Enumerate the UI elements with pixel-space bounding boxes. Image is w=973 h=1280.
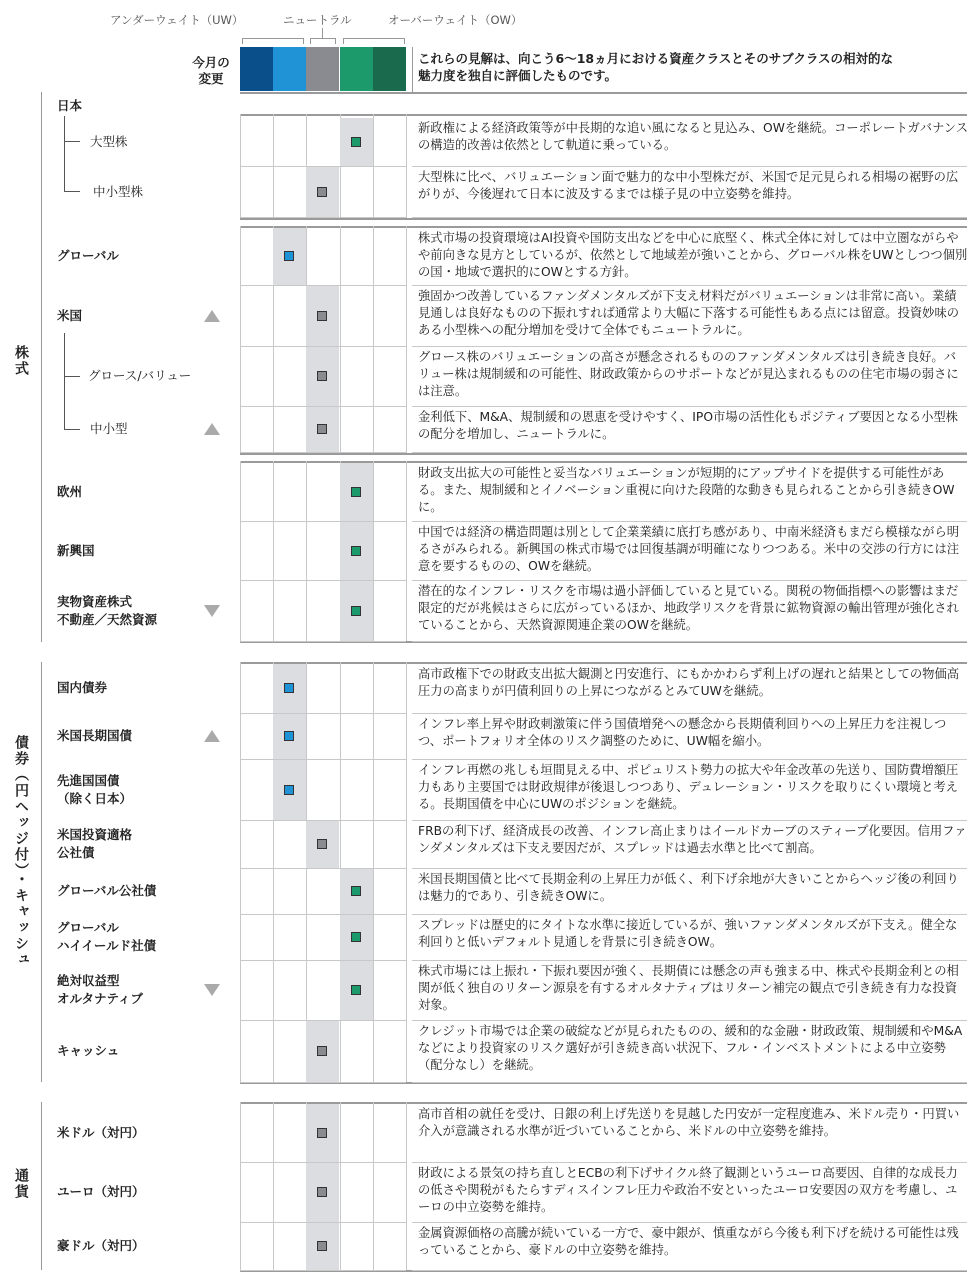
block-top-line [240,226,967,228]
grid-col-line [373,662,374,1082]
row-separator [412,914,967,915]
row-separator [240,960,406,961]
legend-uw-bracket [242,38,304,39]
change-label-2: 変更 [198,71,224,86]
row-7-label [57,462,82,521]
change-up-icon [204,310,220,322]
row-13-description: FRBの利下げ、経済成長の改善、インフレ高止まりはイールドカーブのスティープ化要因。信用ファンダメンタルズは下支え要因だが、スプレッドは過去水準と比べて割高。 [418,824,967,855]
view-marker-ow [351,606,361,616]
row-11-label [57,713,132,759]
row-separator [240,521,406,522]
row-separator [240,1082,406,1083]
row-separator [412,580,967,581]
row-label-line1: 絶対収益型 [57,973,120,988]
row-separator [240,452,406,453]
grid-col-line [373,461,374,641]
grid-col-line [406,461,407,641]
grid-col-line [406,1102,407,1270]
row-label-line1: 中小型 [90,421,128,436]
row-14-label [57,868,156,914]
grid-col-line [406,662,407,1082]
grid-col-line [406,226,407,453]
view-marker-n [317,1046,327,1056]
row-label-line1: グローバル [57,248,119,263]
row-label-line2: （除く日本） [57,790,133,806]
row-4-label [57,285,82,346]
view-marker-n [317,424,327,434]
row-5-label [88,346,191,406]
block-top-line [240,1102,967,1104]
row-20-label [57,1222,145,1270]
legend-neutral-bracket [310,38,336,39]
row-15-description: スプレッドは歴史的にタイトな水準に接近しているが、強いファンダメンタルズが下支え。健全な利回りと低いデフォルト見通しを背景に引き続きOW。 [418,918,958,949]
legend-ow-label: オーバーウェイト（OW） [388,13,523,27]
change-up-icon [204,730,220,742]
row-separator [240,759,406,760]
row-separator [412,1270,967,1271]
row-16-description: 株式市場には上振れ・下振れ要因が強く、長期債には懸念の声も強まる中、株式や長期金利との相関が低く独自のリターン源泉を有するオルタナティブはリターン補完の観点で引き続き有力な投資対象。 [418,964,959,1012]
row-8-label [57,521,95,580]
row-label-line1: グローバル公社債 [57,883,157,898]
view-marker-uw [284,683,294,693]
section-equity: 株式 [13,345,29,377]
row-6-description: 金利低下、M&A、規制緩和の恩恵を受けやすく、IPO市場の活性化もポジティブ要因となる小型株の配分を増加し、ニュートラルに。 [418,410,958,441]
row-label-line2: オルタナティブ [57,991,144,1006]
row-label-line1: グロース/バリュー [88,368,192,383]
row-separator [412,820,967,821]
section-currency: 通貨 [13,1168,29,1200]
grid-col-line [306,662,307,1082]
row-5-description: グロース株のバリュエーションの高さが懸念されるもののファンダメンタルズは引き続き良好。バリュー株は規制緩和の可能性、財政政策からのサポートなどが見込まれるものの住宅市場の弱さには注意。 [418,350,959,398]
view-marker-n [317,1241,327,1251]
row-separator [240,641,406,642]
grid-col-line [373,226,374,453]
block-top-line [240,662,967,664]
row-3-description: 株式市場の投資環境はAI投資や国防支出などを中心に底堅く、株式全体に対しては中立圏ながらやや前向きな見方としているが、依然として地域差が強いことから、グローバル株をUWとしつつ個別の国・地域で選択的にOWとする方針。 [418,231,968,279]
row-8-description: 中国では経済の構造問題は別として企業業績に底打ち感があり、中南米経済もまだら模様ながら明るさがみられる。新興国の株式市場では回復基調が明確になりつつある。米中の交渉の行方には注意を要するものの、OWを継続。 [418,525,960,573]
group-japan: 日本 [57,98,83,113]
grid-col-line [273,461,274,641]
view-marker-n [317,311,327,321]
view-marker-ow [351,985,361,995]
view-marker-n [317,1187,327,1197]
row-separator [412,1222,967,1223]
scale-ow [340,47,373,91]
legend-uw-label: アンダーウェイト（UW） [110,13,244,27]
row-separator [412,759,967,760]
row-separator [412,868,967,869]
grid-col-line [373,1102,374,1270]
legend-neutral-label: ニュートラル [283,13,352,27]
row-separator [412,452,967,453]
row-label-line2: 公社債 [57,845,95,860]
row-10-description: 高市政権下での財政支出拡大観測と円安進行、にもかかわらず利上げの遅れと結果としての物価高圧力の高まりが円債利回りの上昇につながるとみてUWを継続。 [418,667,960,698]
row-label-line1: 国内債券 [57,680,108,695]
row-label-line1: 中小型株 [93,183,144,199]
row-13-label [57,820,132,868]
row-label-line2: ハイイールド社債 [57,938,157,953]
row-17-description: クレジット市場では企業の破綻などが見られたものの、緩和的な金融・財政政策、規制緩和やM&Aなどにより投資家のリスク選好が引き続き高い状況下、フル・インベストメントによる中立姿勢（配分なし）を継続。 [418,1024,963,1072]
row-label-line1: キャッシュ [57,1043,120,1058]
row-separator [412,960,967,961]
row-separator [240,217,406,218]
grid-col-line [340,1102,341,1270]
view-marker-uw [284,251,294,261]
row-label-line1: 大型株 [90,133,128,149]
row-10-label [57,663,107,713]
row-separator [412,217,967,218]
change-down-icon [204,984,220,996]
row-separator [240,868,406,869]
row-separator [412,713,967,714]
section-bonds: 債券（円ヘッジ付）・キャッシュ [13,735,29,968]
tree-japan [64,116,65,192]
grid-col-line [240,226,241,453]
block-bottom-line [240,218,967,220]
row-label-line1: 新興国 [57,542,95,558]
view-marker-n [317,1128,327,1138]
row-separator [412,521,967,522]
scale-uw [273,47,306,91]
row-14-description: 米国長期国債と比べて長期金利の上昇圧力が低く、利下げ余地が大きいことからヘッジ後の利回りは魅力的であり、引き続きOWに。 [418,872,959,903]
row-9-label [57,580,157,641]
row-label-line1: 豪ドル（対円） [57,1238,145,1253]
row-label-line1: 欧州 [57,483,83,499]
row-7-description: 財政支出拡大の可能性と妥当なバリュエーションが短期的にアップサイドを提供する可能性がある。また、規制緩和とイノベーション重視に向けた段階的な動きも見られることから引き続きOWに。 [418,466,955,514]
change-up-icon [204,423,220,435]
row-separator [412,166,967,167]
scale-neutral [306,47,339,91]
header-desc-line1: これらの見解は、向こう6～18ヵ月における資産クラスとそのサブクラスの相対的な [418,51,893,66]
header-description [418,50,968,84]
row-separator [240,1270,406,1271]
row-1-description: 新政権による経済政策等が中長期的な追い風になると見込み、OWを継続。コーポレートガバナンスの構造的改善は依然として軌道に乗っている。 [418,121,968,152]
row-separator [412,641,967,642]
legend-ow-bracket [343,38,405,39]
block-bottom-line [240,453,967,455]
row-3-label [57,227,119,285]
row-separator [240,713,406,714]
row-12-description: インフレ再燃の兆しも垣間見える中、ポピュリスト勢力の拡大や年金改革の先送り、国防費増額圧力もあり主要国では財政規律が後退しつつあり、デュレーション・リスクを取りにくい環境と考える。長期国債を中心にUWのポジションを継続。 [418,763,959,811]
row-separator [240,914,406,915]
block-top-line [240,114,967,116]
grid-col-line [240,662,241,1082]
grid-col-line [306,461,307,641]
scale-ow-strong [373,47,406,91]
tree-us [64,333,65,430]
view-marker-ow [351,487,361,497]
row-18-description: 高市首相の就任を受け、日銀の利上げ先送りを見越した円安が一定程度進み、米ドル売り・円買い介入が意識される水準が近づいていることから、米ドルの中立姿勢を維持。 [418,1107,960,1138]
row-11-description: インフレ率上昇や財政刺激策に伴う国債増発への懸念から長期債利回りへの上昇圧力を注視しつつ、ポートフォリオ全体のリスク調整のために、UW幅を縮小。 [418,717,947,748]
row-12-label [57,759,132,820]
grid-col-line [340,226,341,453]
grid-col-line [240,461,241,641]
row-4-description: 強固かつ改善しているファンダメンタルズが下支え材料だがバリュエーションは非常に高い。業績見通しは良好なものの下振れすれば通常より大幅に下落する可能性もある点には留意。投資妙味のある小型株への配分増加を受けて全体でもニュートラルに。 [418,289,960,337]
row-label-line1: 米国投資適格 [57,827,133,842]
row-label-line1: 米国長期国債 [57,728,133,743]
row-separator [412,1162,967,1163]
header-bottom-line [240,92,967,94]
view-marker-ow [351,932,361,942]
view-marker-n [317,839,327,849]
change-label-1: 今月の [192,55,230,70]
row-18-label [57,1103,145,1162]
view-marker-uw [284,785,294,795]
row-label-line2: 不動産／天然資源 [57,611,158,627]
row-19-description: 財政による景気の持ち直しとECBの利下げサイクル終了観測というユーロ高要因、自律的な成長力の低さや関税がもたらすディスインフレ圧力や政治不安といったユーロ安要因の双方を考慮し、ユーロの中立姿勢を維持。 [418,1166,958,1214]
scale-uw-strong [240,47,273,91]
row-2-description: 大型株に比べ、バリュエーション面で魅力的な中小型株だが、米国で足元見られる相場の裾野の広がりが、今後遅れて日本に波及するまでは様子見の中立姿勢を維持。 [418,170,959,201]
row-9-description: 潜在的なインフレ・リスクを市場は過小評価していると見ている。関税の物価指標への影響はまだ限定的だが兆候はさらに広がっているほか、地政学リスクを背景に鉱物資源の輸出管理が強化されていることから、天然資源関連企業のOWを継続。 [418,584,959,632]
row-label-line1: 先進国国債 [57,772,120,788]
row-17-label [57,1020,119,1082]
change-column-header [186,55,236,87]
row-label-line1: ユーロ（対円） [57,1184,145,1199]
row-16-label [57,960,143,1020]
row-separator [412,346,967,347]
row-20-description: 金属資源価格の高騰が続いている一方で、豪中銀が、慎重ながら今後も利下げを続ける可能性は残っていることから、豪ドルの中立姿勢を維持。 [418,1226,959,1257]
row-6-label [90,406,128,452]
view-marker-ow [351,886,361,896]
change-down-icon [204,605,220,617]
grid-col-line [406,114,407,218]
view-marker-ow [351,137,361,147]
view-marker-n [317,187,327,197]
view-marker-ow [351,546,361,556]
grid-col-line [240,1102,241,1270]
view-marker-n [317,371,327,381]
view-marker-uw [284,731,294,741]
row-1-label [90,117,128,166]
row-separator [412,406,967,407]
row-label-line1: 米ドル（対円） [57,1124,145,1140]
grid-col-line [273,1102,274,1270]
row-separator [240,580,406,581]
row-19-label [57,1162,145,1222]
row-label-line1: グローバル [57,920,119,935]
row-label-line1: 米国 [57,307,83,323]
row-2-label [93,166,143,217]
row-separator [412,1082,967,1083]
header-desc-line2: 魅力度を独自に評価したものです。 [418,68,618,83]
row-separator [412,1020,967,1021]
row-separator [412,285,967,286]
row-15-label [57,914,156,960]
row-label-line1: 実物資産株式 [57,593,133,609]
